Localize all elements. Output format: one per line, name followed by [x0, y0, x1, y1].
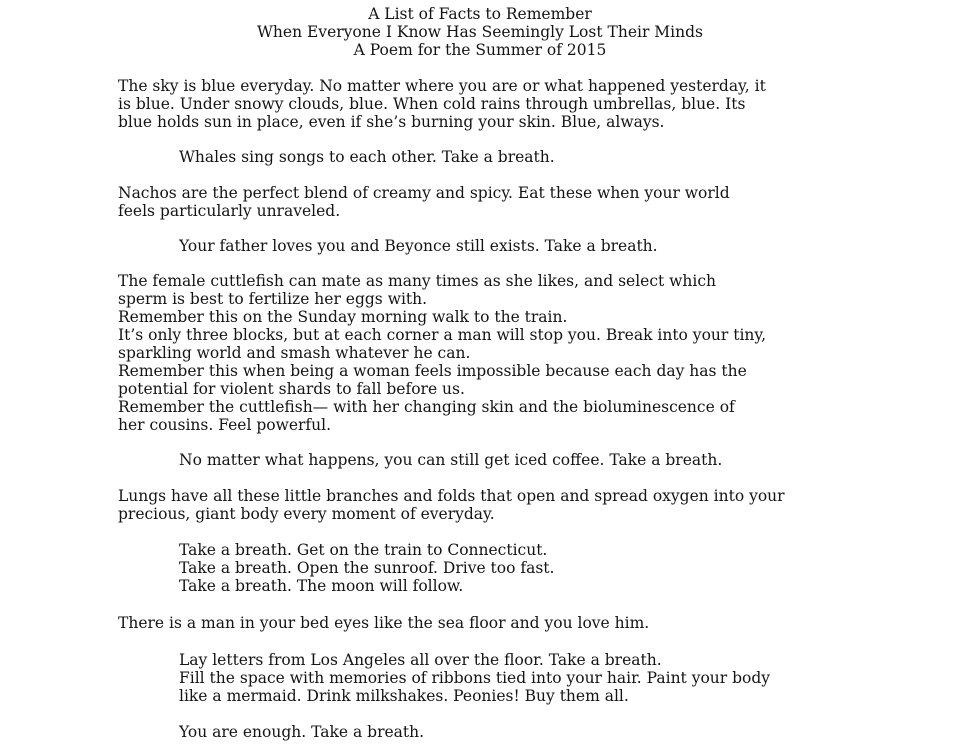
poem-line: The female cuttlefish can mate as many times as she likes, and select which [118, 272, 717, 290]
poem-line: feels particularly unraveled. [118, 202, 341, 220]
poem-line: Remember this on the Sunday morning walk to the train. [118, 308, 568, 326]
poem-line: her cousins. Feel powerful. [118, 416, 332, 434]
poem-line: sparkling world and smash whatever he can. [118, 344, 471, 362]
poem-line: precious, giant body every moment of everyday. [118, 505, 495, 523]
poem-refrain: Take a breath. Open the sunroof. Drive too fast. [179, 559, 555, 577]
poem-line: blue holds sun in place, even if she’s burning your skin. Blue, always. [118, 113, 665, 131]
poem-line: is blue. Under snowy clouds, blue. When cold rains through umbrellas, blue. Its [118, 95, 746, 113]
poem-refrain: Your father loves you and Beyonce still exists. Take a breath. [179, 237, 658, 255]
poem-subtitle: When Everyone I Know Has Seemingly Lost Their Minds [257, 23, 703, 41]
poem-closing-line: You are enough. Take a breath. [179, 723, 425, 741]
poem-refrain: like a mermaid. Drink milkshakes. Peonies! Buy them all. [179, 687, 629, 705]
poem-title: A List of Facts to Remember [368, 5, 592, 23]
poem-line: The sky is blue everyday. No matter where you are or what happened yesterday, it [118, 77, 766, 95]
poem-line: Remember the cuttlefish— with her changing skin and the bioluminescence of [118, 398, 735, 416]
poem-line: potential for violent shards to fall before us. [118, 380, 465, 398]
poem-refrain: Take a breath. Get on the train to Connecticut. [179, 541, 548, 559]
poem-refrain: Take a breath. The moon will follow. [179, 577, 464, 595]
poem-line: There is a man in your bed eyes like the sea floor and you love him. [118, 614, 650, 632]
poem-dedication: A Poem for the Summer of 2015 [353, 41, 607, 59]
poem-line: Nachos are the perfect blend of creamy and spicy. Eat these when your world [118, 184, 730, 202]
poem-refrain: No matter what happens, you can still get iced coffee. Take a breath. [179, 451, 723, 469]
poem-title-block [0, 5, 960, 59]
poem-refrain: Whales sing songs to each other. Take a breath. [179, 148, 555, 166]
poem-refrain: Lay letters from Los Angeles all over the floor. Take a breath. [179, 651, 662, 669]
poem-line: Lungs have all these little branches and folds that open and spread oxygen into your [118, 487, 785, 505]
poem-line: It’s only three blocks, but at each corner a man will stop you. Break into your tiny, [118, 326, 767, 344]
poem-refrain: Fill the space with memories of ribbons tied into your hair. Paint your body [179, 669, 771, 687]
poem-line: sperm is best to fertilize her eggs with. [118, 290, 428, 308]
poem-line: Remember this when being a woman feels impossible because each day has the [118, 362, 747, 380]
